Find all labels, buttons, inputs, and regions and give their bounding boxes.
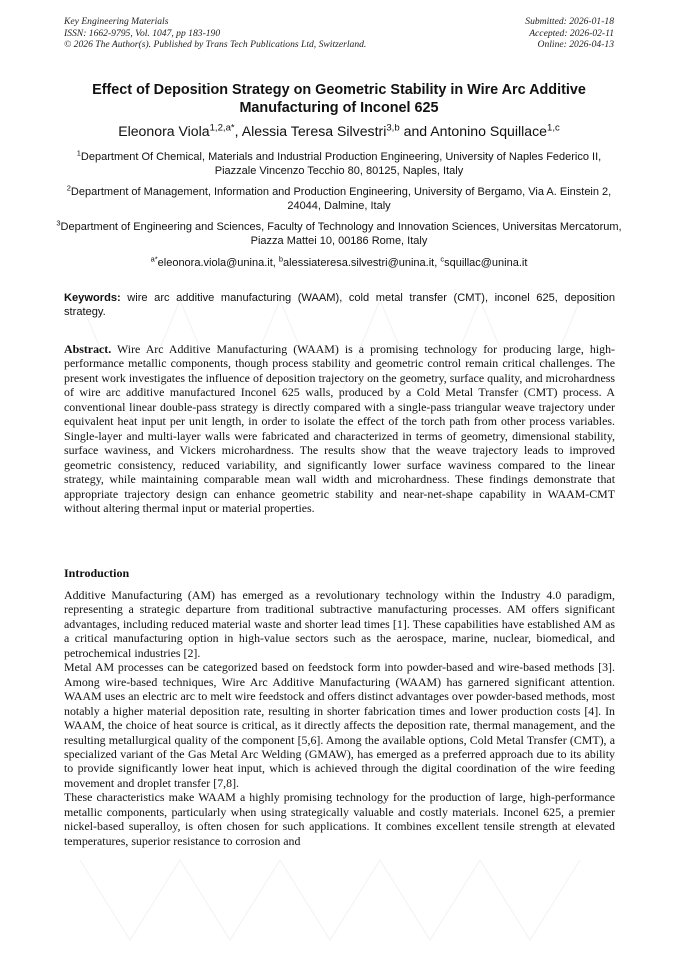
author-emails: [56, 256, 622, 270]
paragraph: Metal AM processes can be categorized based on feedstock form into powder-based and wire-based methods [3]. Among wire-based techniques, Wire Arc Additive Manufacturing (WAAM) has garnered significant attention. WAAM uses an electric arc to melt wire feedstock and offers distinct advantages over powder-based methods, most notably a higher material deposition rate, resulting in shorter fabrication times and lower production costs [4]. In WAAM, the choice of heat source is critical, as it directly affects the deposition rate, thermal management, and the resulting metallurgical quality of the component [5,6]. Among the available options, Cold Metal Transfer (CMT), a specialized variant of the Gas Metal Arc Welding (GMAW), has emerged as a preferred approach due to its ability to provide significantly lower heat input, which is achieved through the digital coordination of the wire feeding movement and droplet transfer [7,8].: [64, 660, 615, 790]
journal-name: Key Engineering Materials: [64, 16, 169, 27]
affiliation-text: Department Of Chemical, Materials and Industrial Production Engineering, University of Naples Federico II, Piazzale Vincenzo Tecchio 80, 80125, Naples, Italy: [80, 151, 602, 178]
paragraph: Additive Manufacturing (AM) has emerged as a revolutionary technology within the Industry 4.0 paradigm, representing a strategic departure from traditional subtractive manufacturing processes. AM offers significant advantages, including reduced material waste and shorter lead times [1]. These capabilities have established AM as a critical manufacturing option in high-value sectors such as the aerospace, marine, nuclear, biomedical, and petrochemical industries [2].: [64, 588, 615, 660]
affiliation-text: Department of Management, Information and Production Engineering, University of Bergamo, Via A. Einstein 2, 24044, Dalmine, Italy: [70, 186, 612, 213]
keywords: [64, 292, 615, 320]
author-name: Alessia Teresa Silvestri: [241, 123, 387, 139]
paper-title: Effect of Deposition Strategy on Geometric Stability in Wire Arc Additive Manufacturing of Inconel 625: [92, 82, 586, 116]
author-name: Antonino Squillace: [430, 123, 548, 139]
email-link[interactable]: squillac@unina.it: [444, 257, 528, 269]
abstract-text: Wire Arc Additive Manufacturing (WAAM) is a promising technology for producing large, high-performance metallic components, though process stability and geometric control remain critical challenges. The present work investigates the influence of deposition trajectory on the geometry, surface quality, and microhardness of wire arc additive manufactured Inconel 625 walls, produced by a Cold Metal Transfer (CMT) process. A conventional linear double-pass strategy is directly compared with a single-pass triangular weave trajectory under equivalent heat input per unit length, in order to isolate the effect of the torch path from other process variables. Single-layer and multi-layer walls were fabricated and characterized in terms of geometry, dimensional stability, surface waviness, and Vickers microhardness. The results show that the weave trajectory leads to improved geometric consistency, reduced variability, and significantly lower surface waviness compared to the linear strategy, while maintaining comparable mean wall width and microhardness. These findings demonstrate that appropriate trajectory design can enhance geometric stability and near-net-shape capability in WAAM-CMT without altering thermal input or material properties.: [64, 342, 615, 515]
author-name: Eleonora Viola: [118, 123, 210, 139]
abstract-label: Abstract.: [64, 342, 112, 356]
paragraph: These characteristics make WAAM a highly promising technology for the production of large, high-performance metallic components, particularly when using strategically valuable and costly materials. Inconel 625, a premier nickel-based superalloy, is often chosen for such applications. It combines excellent tensile strength at elevated temperatures, superior resistance to corrosion and: [64, 790, 615, 848]
accepted-date: Accepted: 2026-02-11: [529, 27, 614, 39]
affiliation-sup: 3: [56, 218, 61, 228]
affiliation-sup: 2: [66, 183, 71, 193]
email-link[interactable]: eleonora.viola@unina.it,: [157, 257, 279, 269]
email-sup: c: [440, 254, 445, 264]
affiliation-2: [56, 185, 622, 214]
author-sup: 3,b: [386, 122, 400, 134]
affiliation-3: [56, 220, 622, 249]
author-sep: ,: [234, 123, 242, 139]
affiliation-sup: 1: [76, 148, 81, 158]
submitted-date: Submitted: 2026-01-18: [525, 16, 614, 27]
affiliation-1: [56, 150, 622, 179]
abstract: [64, 342, 615, 515]
journal-header: [64, 16, 366, 51]
affiliation-text: Department of Engineering and Sciences, Faculty of Technology and Innovation Sciences, Universitas Mercatorum, Piazza Mattei 10, 00186 Rome, Italy: [60, 221, 622, 248]
journal-copyright: © 2026 The Author(s). Published by Trans Tech Publications Ltd, Switzerland.: [64, 39, 367, 51]
author-sep: and: [399, 123, 431, 139]
keywords-text: wire arc additive manufacturing (WAAM), cold metal transfer (CMT), inconel 625, deposition strategy.: [64, 292, 615, 318]
online-date: Online: 2026-04-13: [537, 39, 614, 51]
author-sup: 1,2,a*: [209, 122, 235, 134]
introduction-body: [64, 588, 615, 848]
journal-issn: ISSN: 1662-9795, Vol. 1047, pp 183-190: [64, 27, 221, 39]
email-sup: a*: [150, 254, 158, 264]
email-link[interactable]: alessiateresa.silvestri@unina.it,: [283, 257, 441, 269]
introduction-heading: Introduction: [64, 566, 130, 580]
author-list: [56, 123, 622, 140]
dates-header: [525, 16, 614, 51]
keywords-label: Keywords:: [64, 292, 121, 304]
email-sup: b: [278, 254, 284, 264]
author-sup: 1,c: [547, 122, 560, 134]
